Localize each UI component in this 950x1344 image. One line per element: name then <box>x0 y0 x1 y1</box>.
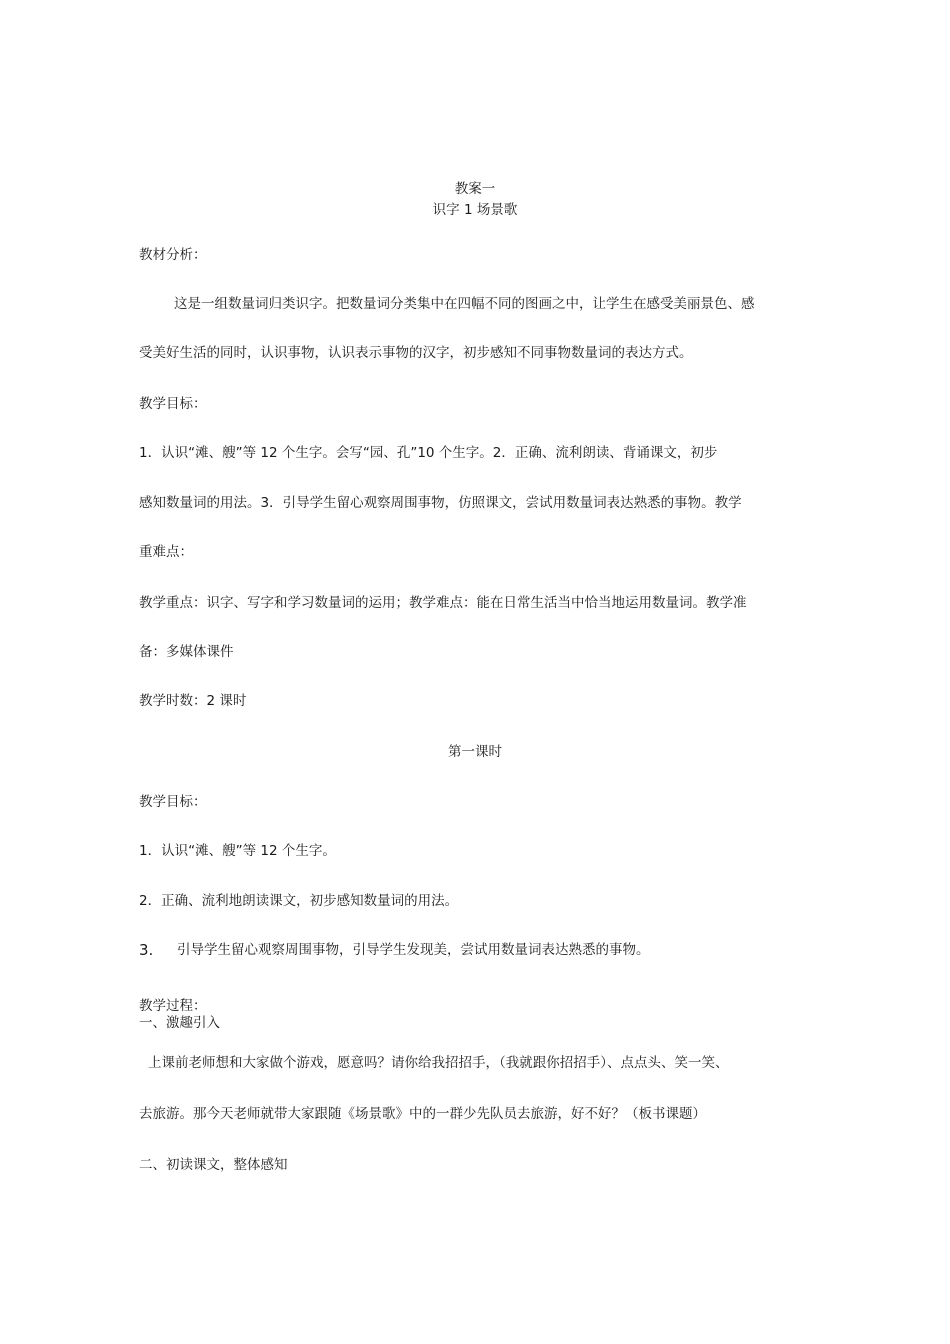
lesson-goal-1: 1．认识“滩、艘”等 12 个生字。 <box>139 843 336 859</box>
goals-line-3: 重难点： <box>139 544 193 560</box>
lesson-goal-2: 2．正确、流利地朗读课文，初步感知数量词的用法。 <box>139 893 459 909</box>
step-2-heading: 二、初读课文，整体感知 <box>139 1157 288 1173</box>
document-title: 教案一 <box>454 181 496 197</box>
lesson-goal-3-text: 引导学生留心观察周围事物，引导学生发现美，尝试用数量词表达熟悉的事物。 <box>177 942 650 958</box>
analysis-heading: 教材分析： <box>139 247 207 263</box>
goals-line-2: 感知数量词的用法。3．引导学生留心观察周围事物，仿照课文，尝试用数量词表达熟悉的事物。教学 <box>139 495 742 511</box>
lesson-goals-heading: 教学目标： <box>139 794 207 810</box>
keypoints-line-2: 备：多媒体课件 <box>139 644 234 660</box>
lesson-goal-3-number: 3. <box>139 941 154 959</box>
analysis-paragraph-line-2: 受美好生活的同时，认识事物，认识表示事物的汉字，初步感知不同事物数量词的表达方式。 <box>139 345 693 361</box>
step-1-paragraph-line-1: 上课前老师想和大家做个游戏，愿意吗？请你给我招招手，（我就跟你招招手）、点点头、笑一笑、 <box>148 1055 729 1071</box>
teaching-hours: 教学时数：2 课时 <box>139 693 247 709</box>
step-1-paragraph-line-2: 去旅游。那今天老师就带大家跟随《场景歌》中的一群少先队员去旅游，好不好？（板书课题） <box>139 1106 706 1122</box>
document-subtitle: 识字 1 场景歌 <box>432 202 518 218</box>
goals-line-1: 1．认识“滩、艘”等 12 个生字。会写“园、孔”10 个生字。2．正确、流利朗读、背诵课文，初步 <box>139 445 718 461</box>
analysis-paragraph-line-1: 这是一组数量词归类识字。把数量词分类集中在四幅不同的图画之中，让学生在感受美丽景色、感 <box>174 296 755 312</box>
keypoints-line-1: 教学重点：识字、写字和学习数量词的运用；教学难点：能在日常生活当中恰当地运用数量词。教学准 <box>139 595 747 611</box>
goals-heading: 教学目标： <box>139 396 207 412</box>
lesson-title: 第一课时 <box>448 744 502 760</box>
step-1-heading: 一、激趣引入 <box>139 1015 220 1031</box>
process-heading: 教学过程： <box>139 998 207 1014</box>
